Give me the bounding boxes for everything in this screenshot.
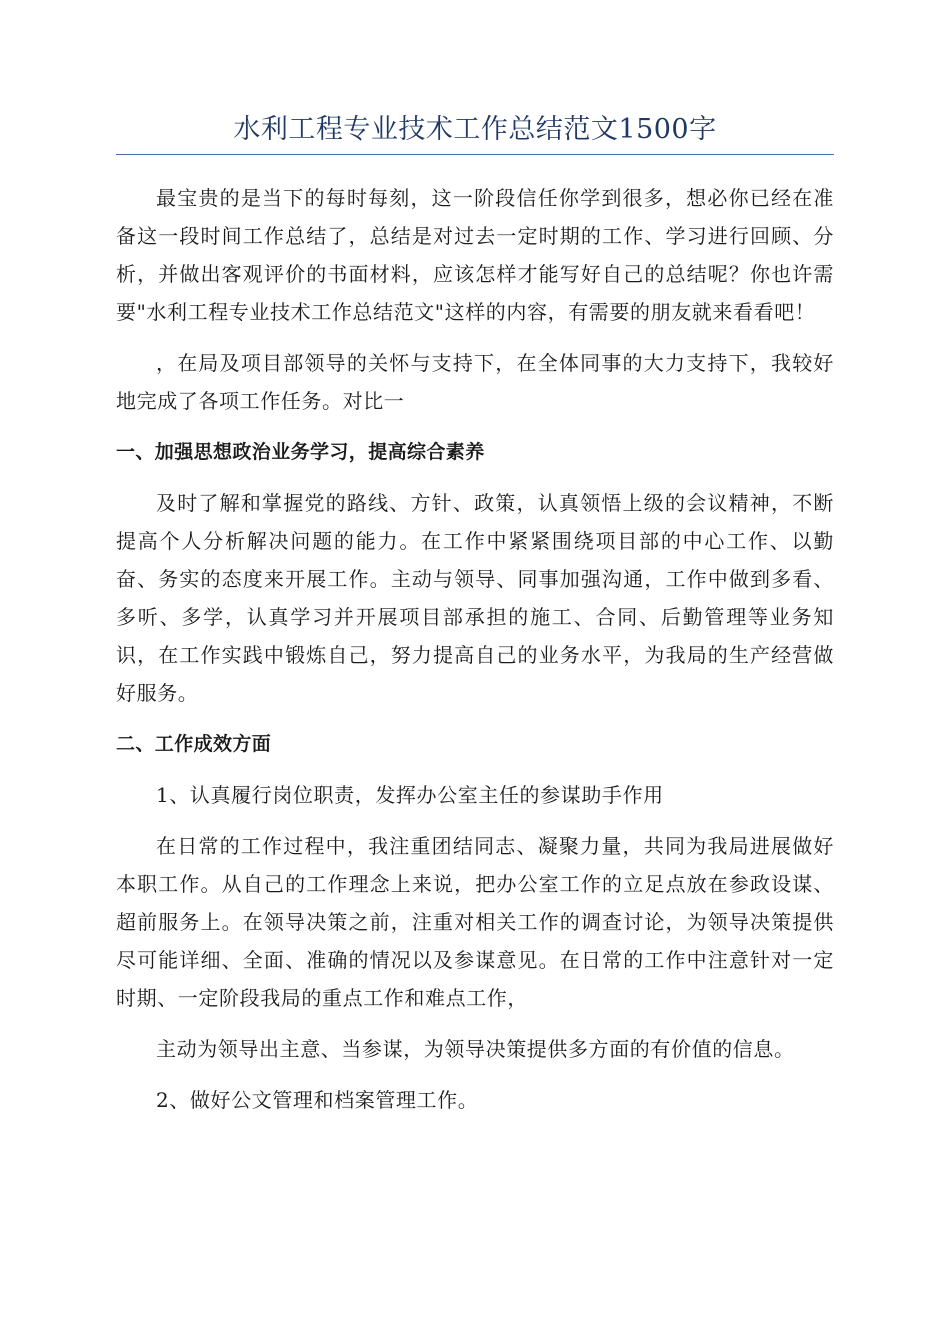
subsection-1-title: 1、认真履行岗位职责，发挥办公室主任的参谋助手作用 xyxy=(156,783,664,807)
section-1-paragraph: 及时了解和掌握党的路线、方针、政策，认真领悟上级的会议精神，不断提高个人分析解决问题的能力。在工作中紧紧围绕项目部的中心工作、以勤奋、务实的态度来开展工作。主动与领导、同事加强沟通，工作中做到多看、多听、多学，认真学习并开展项目部承担的施工、合同、后勤管理等业务知识，在工作实践中锻炼自己，努力提高自己的业务水平，为我局的生产经营做好服务。 xyxy=(116,491,834,705)
section-heading-2: 二、工作成效方面 xyxy=(116,733,272,755)
subsection-1-paragraph: 在日常的工作过程中，我注重团结同志、凝聚力量，共同为我局进展做好本职工作。从自己的工作理念上来说，把办公室工作的立足点放在参政设谋、超前服务上。在领导决策之前，注重对相关工作的调查讨论，为领导决策提供尽可能详细、全面、准确的情况以及参谋意见。在日常的工作中注意针对一定时期、一定阶段我局的重点工作和难点工作， xyxy=(116,834,834,1010)
intro-paragraph: 最宝贵的是当下的每时每刻，这一阶段信任你学到很多，想必你已经在准备这一段时间工作总结了，总结是对过去一定时期的工作、学习进行回顾、分析，并做出客观评价的书面材料，应该怎样才能写好自己的总结呢？你也许需要"水利工程专业技术工作总结范文"这样的内容，有需要的朋友就来看看吧！ xyxy=(116,186,834,324)
document-body xyxy=(116,179,834,1119)
subsection-1-paragraph-cont: 主动为领导出主意、当参谋，为领导决策提供多方面的有价值的信息。 xyxy=(156,1037,795,1061)
section-heading-1: 一、加强思想政治业务学习，提高综合素养 xyxy=(116,441,485,463)
document-page xyxy=(116,108,834,1132)
document-title: 水利工程专业技术工作总结范文1500字 xyxy=(116,108,834,155)
subsection-2-title: 2、做好公文管理和档案管理工作。 xyxy=(156,1088,479,1112)
opening-paragraph: ，在局及项目部领导的关怀与支持下，在全体同事的大力支持下，我较好地完成了各项工作任务。对比一 xyxy=(116,351,834,413)
